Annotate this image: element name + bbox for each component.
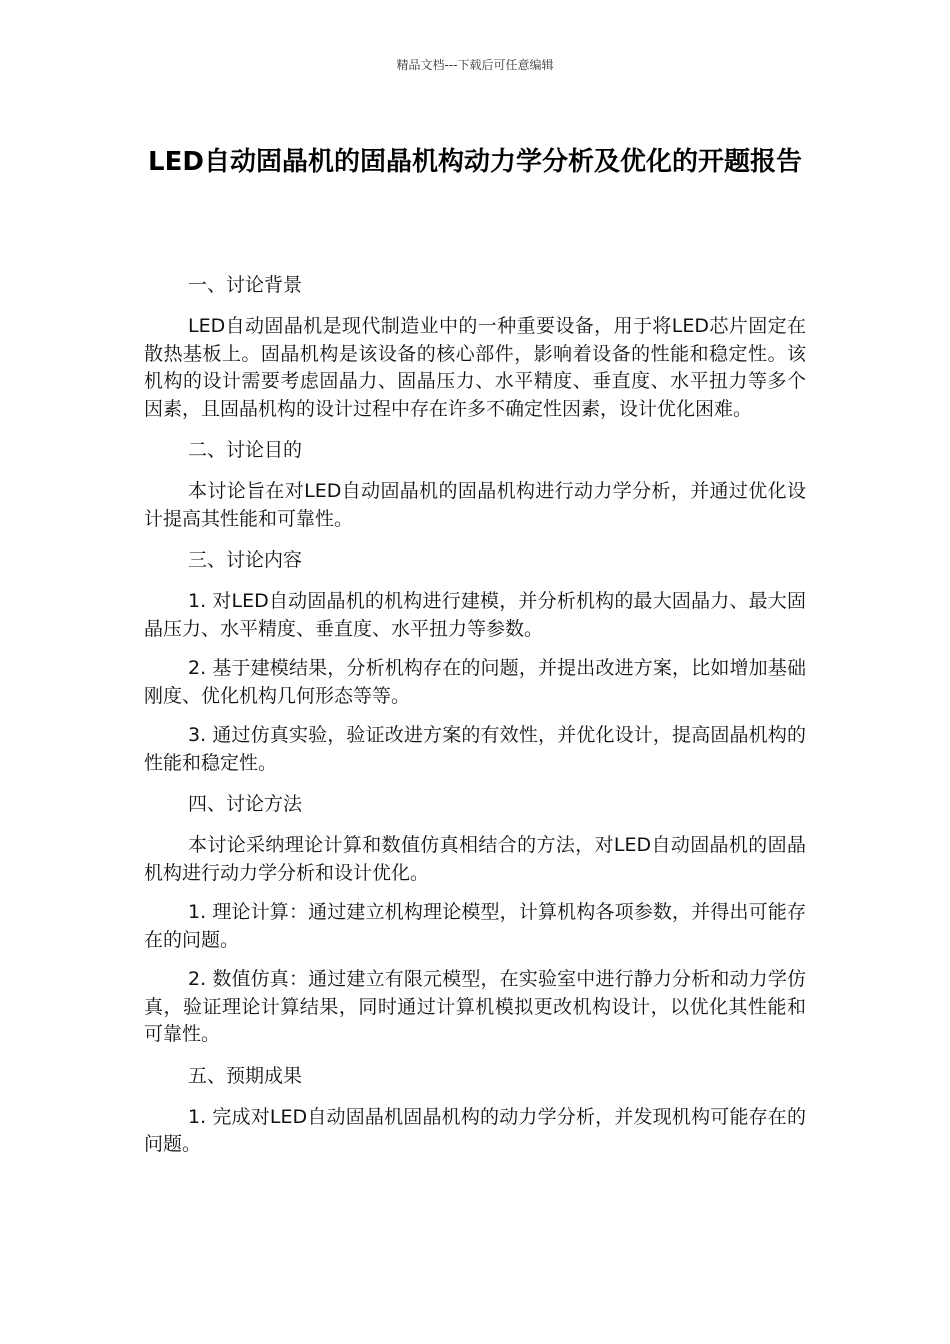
paragraph-results-1: 1. 完成对LED自动固晶机固晶机构的动力学分析，并发现机构可能存在的问题。	[144, 1105, 806, 1155]
paragraph-purpose: 本讨论旨在对LED自动固晶机的固晶机构进行动力学分析，并通过优化设计提高其性能和可靠性。	[144, 480, 806, 530]
paragraph-method-1: 本讨论采纳理论计算和数值仿真相结合的方法，对LED自动固晶机的固晶机构进行动力学分析和设计优化。	[144, 834, 806, 884]
paragraph-method-3: 2. 数值仿真：通过建立有限元模型，在实验室中进行静力分析和动力学仿真，验证理论计算结果，同时通过计算机模拟更改机构设计，以优化其性能和可靠性。	[144, 968, 806, 1045]
section-heading-background: 一、讨论背景	[188, 274, 303, 296]
section-heading-content: 三、讨论内容	[188, 549, 303, 571]
paragraph-background: LED自动固晶机是现代制造业中的一种重要设备，用于将LED芯片固定在散热基板上。固晶机构是该设备的核心部件，影响着设备的性能和稳定性。该机构的设计需要考虑固晶力、固晶压力、水平精度、垂直度、水平扭力等多个因素，且固晶机构的设计过程中存在许多不确定性因素，设计优化困难。	[144, 315, 806, 420]
paragraph-content-3: 3. 通过仿真实验，验证改进方案的有效性，并优化设计，提高固晶机构的性能和稳定性。	[144, 724, 806, 774]
paragraph-content-2: 2. 基于建模结果，分析机构存在的问题，并提出改进方案，比如增加基础刚度、优化机构几何形态等等。	[144, 657, 806, 707]
document-title: LED自动固晶机的固晶机构动力学分析及优化的开题报告	[148, 147, 802, 177]
section-heading-results: 五、预期成果	[188, 1064, 303, 1087]
document-body	[144, 270, 806, 1171]
paragraph-content-1: 1. 对LED自动固晶机的机构进行建模，并分析机构的最大固晶力、最大固晶压力、水平精度、垂直度、水平扭力等参数。	[144, 590, 806, 640]
header-note: 精品文档---下载后可任意编辑	[396, 58, 554, 72]
section-heading-method: 四、讨论方法	[188, 793, 303, 815]
paragraph-method-2: 1. 理论计算：通过建立机构理论模型，计算机构各项参数，并得出可能存在的问题。	[144, 901, 806, 951]
section-heading-purpose: 二、讨论目的	[188, 439, 303, 461]
